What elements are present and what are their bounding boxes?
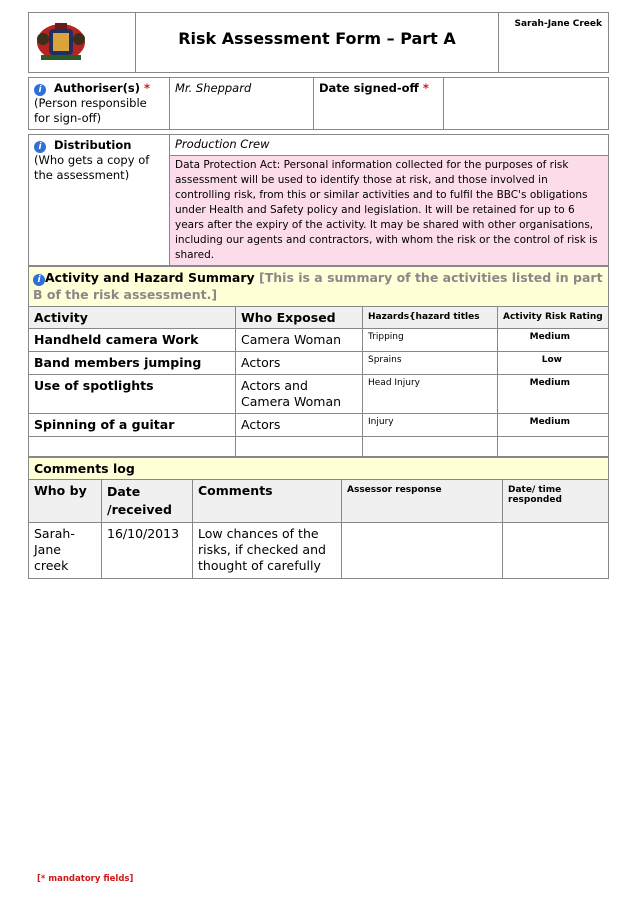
comment-cell[interactable]: Low chances of the risks, if checked and thought of carefully (193, 523, 342, 579)
who-exposed-cell[interactable]: Actors and Camera Woman (236, 375, 363, 414)
form-title: Risk Assessment Form – Part A (136, 13, 499, 73)
distribution-table (28, 134, 609, 266)
rating-cell[interactable] (498, 437, 609, 457)
table-row (29, 352, 609, 375)
column-header-who-exposed: Who Exposed (236, 307, 363, 329)
date-responded-cell[interactable] (503, 523, 609, 579)
comments-log-title: Comments log (29, 458, 609, 480)
distribution-label: Distribution (54, 138, 132, 152)
rating-cell[interactable]: Low (498, 352, 609, 375)
date-signed-off-value[interactable] (444, 78, 609, 130)
activity-summary-title: Activity and Hazard Summary (45, 270, 255, 285)
activity-table (28, 266, 609, 457)
data-protection-notice: Data Protection Act: Personal information collected for the purposes of risk assessment will be used to identify those at risk, and those involved in controlling risk, from this or similar activities and to fulfil the BBC's obligations under Health and Safety policy and legislation. It will be retained for up to 6 years after the expiry of the activity. It may be shared with other organisations, including our agents and contractors, with whom the risk or the control of risk is shared. (170, 156, 609, 266)
risk-assessment-sheet (28, 12, 609, 579)
column-header-date-received: Date /received (102, 480, 193, 523)
assessor-response-cell[interactable] (342, 523, 503, 579)
who-exposed-cell[interactable] (236, 437, 363, 457)
table-row (29, 414, 609, 437)
authoriser-table (28, 77, 609, 130)
comments-table (28, 457, 609, 579)
authoriser-label-cell (29, 78, 170, 130)
author-name: Sarah-Jane Creek (499, 13, 609, 73)
column-header-risk-rating: Activity Risk Rating (498, 307, 609, 329)
coat-of-arms-icon (35, 21, 87, 63)
table-row (29, 523, 609, 579)
activity-cell[interactable]: Use of spotlights (29, 375, 236, 414)
distribution-label-cell (29, 135, 170, 266)
activity-summary-note: [This is a summary of the activities listed in part B of the risk assessment (33, 270, 603, 302)
column-header-date-responded: Date/ time responded (503, 480, 609, 523)
info-icon: i (34, 84, 46, 96)
header-table (28, 12, 609, 73)
column-header-activity: Activity (29, 307, 236, 329)
rating-cell[interactable]: Medium (498, 329, 609, 352)
who-exposed-cell[interactable]: Actors (236, 352, 363, 375)
column-header-assessor-response: Assessor response (342, 480, 503, 523)
distribution-value[interactable]: Production Crew (170, 135, 609, 156)
authoriser-value[interactable]: Mr. Sheppard (170, 78, 314, 130)
hazard-cell[interactable]: Head Injury (363, 375, 498, 414)
activity-cell[interactable] (29, 437, 236, 457)
info-icon: i (34, 141, 46, 153)
mandatory-fields-note: [* mandatory fields] (37, 874, 134, 884)
column-header-hazards: Hazards{hazard titles (363, 307, 498, 329)
activity-cell[interactable]: Handheld camera Work (29, 329, 236, 352)
activity-cell[interactable]: Spinning of a guitar (29, 414, 236, 437)
table-row-empty (29, 437, 609, 457)
activity-summary-heading (29, 267, 609, 307)
logo-cell (29, 13, 136, 73)
who-exposed-cell[interactable]: Camera Woman (236, 329, 363, 352)
rating-cell[interactable]: Medium (498, 414, 609, 437)
date-signed-off-label-cell (314, 78, 444, 130)
distribution-sub: (Who gets a copy of the assessment) (34, 153, 150, 182)
who-by-cell[interactable]: Sarah-Jane creek (29, 523, 102, 579)
column-header-comments: Comments (193, 480, 342, 523)
mandatory-star: * (144, 81, 151, 95)
date-received-cell[interactable]: 16/10/2013 (102, 523, 193, 579)
activity-summary-note-close: .] (206, 287, 218, 302)
info-icon: i (33, 274, 45, 286)
authoriser-sub: (Person responsible for sign-off) (34, 96, 147, 125)
table-row (29, 375, 609, 414)
hazard-cell[interactable]: Injury (363, 414, 498, 437)
column-header-who-by: Who by (29, 480, 102, 523)
date-signed-off-label: Date signed-off (319, 81, 419, 95)
table-row (29, 329, 609, 352)
hazard-cell[interactable]: Tripping (363, 329, 498, 352)
rating-cell[interactable]: Medium (498, 375, 609, 414)
hazard-cell[interactable] (363, 437, 498, 457)
activity-cell[interactable]: Band members jumping (29, 352, 236, 375)
authoriser-label: Authoriser(s) (54, 81, 140, 95)
hazard-cell[interactable]: Sprains (363, 352, 498, 375)
who-exposed-cell[interactable]: Actors (236, 414, 363, 437)
mandatory-star: * (422, 81, 429, 95)
